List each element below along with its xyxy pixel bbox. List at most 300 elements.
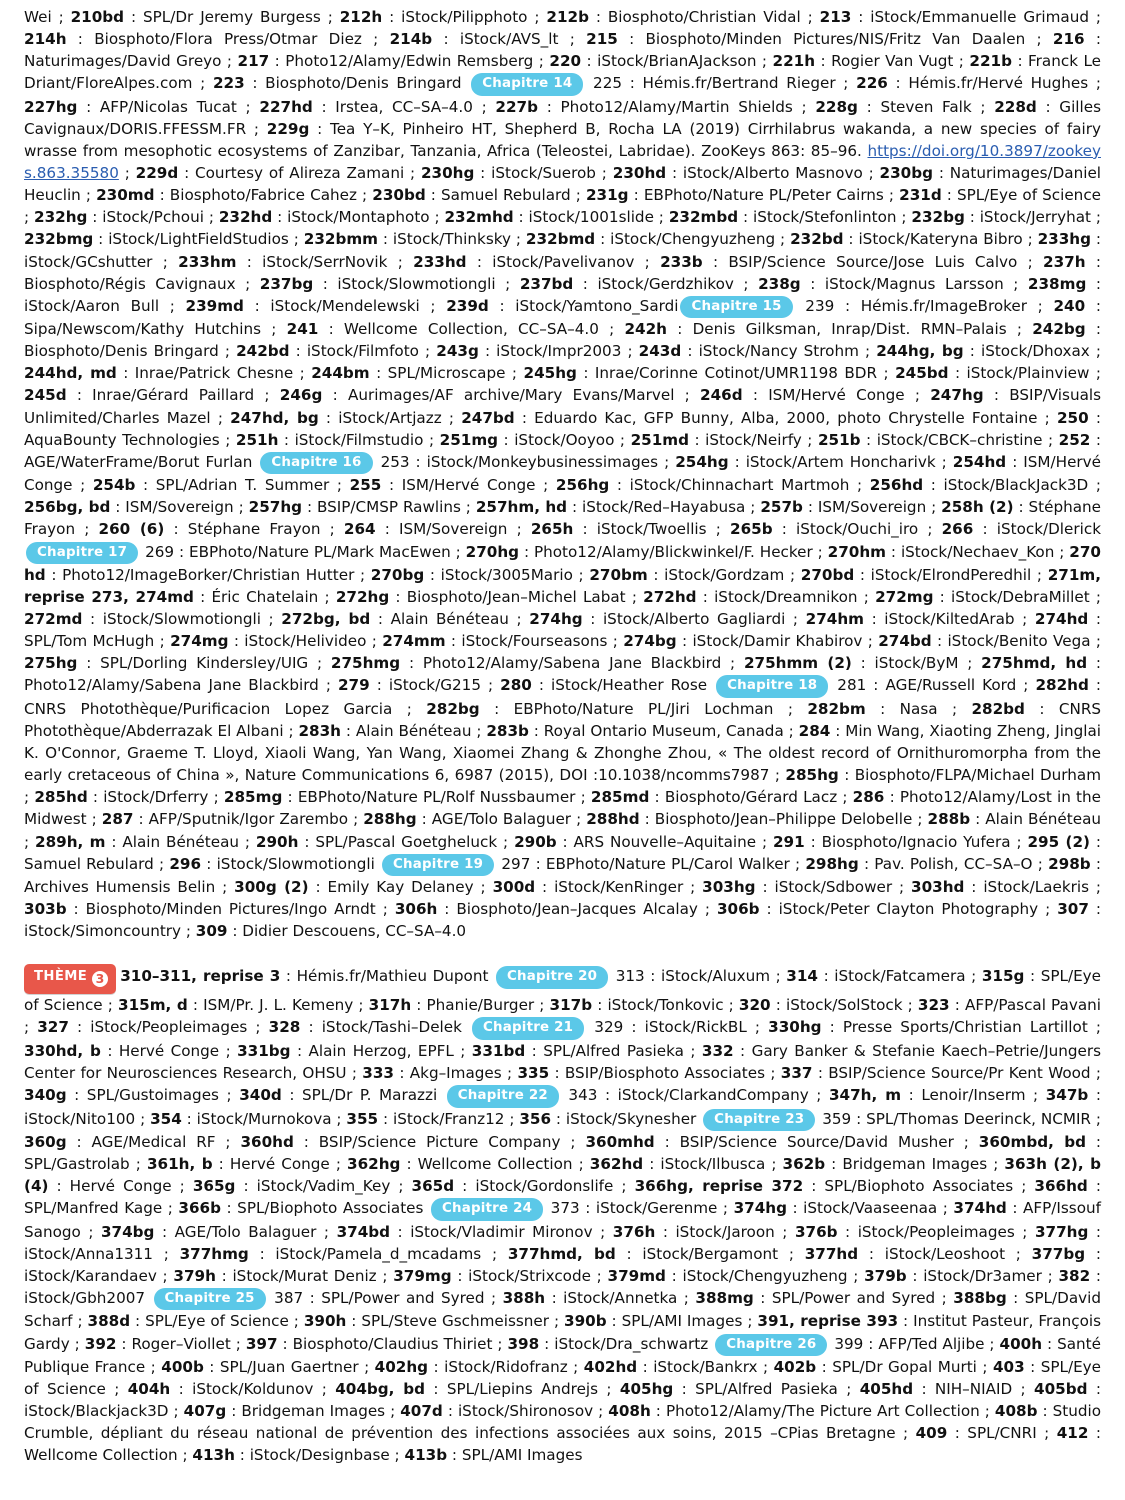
credit-text: : AGE/WaterFrame/Borut Furlan [24,430,1102,471]
credit-ref: 265h [530,520,574,539]
credit-text: : Presse Sports/Christian Lartillot ; [821,1018,1102,1037]
credit-text: : iStock/Skynesher [551,1109,702,1128]
credit-text: : Samuel Rebulard ; [24,832,1101,873]
credit-ref: 232hd [218,208,273,227]
credit-text: : iStock/Nechaev_Kon ; [886,542,1070,561]
credit-ref: 397 [245,1334,278,1353]
credit-ref: 404bg, bd [335,1380,425,1399]
credit-ref: 271m, reprise 273, 274md [24,565,1101,607]
credit-text: : SPL/Gastrolab ; [24,1132,1101,1174]
credit-text: : iStock/Vaaseenaa ; [786,1199,954,1218]
credit-text: 387 : SPL/Power and Syred ; [267,1288,503,1307]
credit-ref: 360mhd [585,1132,655,1151]
credit-ref: 233hm [178,252,237,271]
credit-text: : Biosphoto/Jean–Philippe Delobelle ; [639,810,928,829]
credit-ref: 280 [500,676,532,695]
credit-text: : iStock/Slowmotiongli ; [313,274,520,293]
credit-text: : Biosphoto/Christian Vidal ; [588,8,820,26]
credit-ref: 388bg [953,1288,1007,1307]
credit-text: : Bridgeman Images ; [825,1155,1005,1174]
credit-ref: 405hg [619,1380,674,1399]
credit-ref: 272mg [875,588,934,607]
credit-text: : BSIP/Science Source/Jose Luis Calvo ; [702,252,1044,271]
credit-ref: 232bmg [24,230,94,249]
credit-text: : Hervé Conge ; [48,1177,193,1196]
credit-text: : iStock/Peter Clayton Photography ; [759,900,1058,919]
credit-text: : iStock/SerrNovik ; [236,252,414,271]
credit-ref: 229g [266,119,310,138]
credit-text: : iStock/Gordzam ; [647,565,801,584]
credit-ref: 231g [585,186,629,205]
credit-text: : Lenoir/Inserm ; [901,1086,1046,1105]
credit-text: : AGE/Tolo Balaguer ; [154,1222,337,1241]
credit-ref: 258h (2) [941,498,1014,517]
credit-text: : iStock/Neirfy ; [688,430,818,449]
credit-text: : SPL/Steve Gschmeissner ; [346,1312,565,1331]
credit-text: : iStock/KenRinger ; [535,878,703,897]
credit-text: : Santé Publique France ; [24,1334,1101,1376]
credit-text: : Hervé Conge ; [212,1155,348,1174]
credit-text: : iStock/Peopleimages ; [68,1018,269,1037]
credit-ref: 282bd [971,699,1025,718]
credit-text: : Pav. Polish, CC–SA–O ; [858,854,1049,873]
credit-ref: 254hg [675,452,729,471]
credit-text: : SPL/CNRI ; [947,1424,1057,1443]
credit-text: : Aurimages/AF archive/Mary Evans/Marvel ; [322,386,701,405]
credit-ref: 283b [486,721,529,740]
credit-text: : iStock/Benito Vega ; [931,632,1102,651]
credit-text: : iStock/Vadim_Key ; [235,1177,412,1196]
credit-text: : ISM/Hervé Conge ; [24,452,1101,495]
credit-text: : iStock/Red–Hayabusa ; [567,498,761,517]
credit-ref: 391, reprise 393 [757,1312,899,1331]
credit-text: : ISM/Pr. J. L. Kemeny ; [187,996,369,1015]
chapter-chip-23: Chapitre 23 [703,1109,815,1131]
credit-text: : iStock/Dhoxax ; [963,342,1102,361]
credit-text: : Inrae/Gérard Paillard ; [66,386,280,405]
credit-ref: 303hd [911,878,965,897]
credit-text: : iStock/Yamtono_Sardi [488,296,679,315]
credit-ref: 366hd [1034,1177,1088,1196]
credit-ref: 237bg [259,274,314,293]
credit-text: : Biosphoto/Flora Press/Otmar Diez ; [66,30,390,49]
credit-text: : SPL/Eye of Science ; [130,1312,304,1331]
credit-text: : iStock/Damir Khabirov ; [676,632,879,651]
chapter-chip-25: Chapitre 25 [154,1288,266,1310]
credit-text: : Stéphane Frayon ; [24,498,1101,539]
credit-ref: 376h [612,1222,656,1241]
credit-text: : iStock/Helivideo ; [228,632,383,651]
credit-text: : SPL/AMI Images ; [606,1312,758,1331]
credit-ref: 223 [212,74,245,93]
credit-text: : Denis Gilksman, Inrap/Dist. RMN–Palais ; [667,320,1033,339]
credit-text: : iStock/DebraMillet ; [933,588,1101,607]
credit-text: : iStock/Dlerick [973,520,1101,539]
credit-ref: 347h, m [828,1086,902,1105]
credit-text: : iStock/Bergamont ; [615,1244,805,1263]
credit-text: : Photo12/Alamy/Edwin Remsberg ; [269,52,550,71]
credit-text: : Nasa ; [865,699,972,718]
credit-ref: 402hd [583,1357,638,1376]
credit-text: : SPL/Dorling Kindersley/UIG ; [77,654,331,673]
credit-text: : Institut Pasteur, François Gardy ; [24,1312,1101,1353]
credit-ref: 362hg [347,1155,401,1174]
credit-ref: 330hd, b [24,1041,101,1060]
credit-ref: 374bg [100,1222,155,1241]
chapter-chip-20: Chapitre 20 [496,966,608,988]
credit-text: : Biosphoto/Jean–Michel Labat ; [389,588,644,607]
credit-text: : Wellcome Collection ; [400,1155,590,1174]
credits-paragraph-one [24,6,1101,942]
credit-text: : Biosphoto/Jean–Jacques Alcalay ; [437,900,717,919]
credit-text: : SPL/Eye of Science ; [24,967,1102,1015]
credit-text: : AFP/Nicolas Tucat ; [77,97,260,116]
credit-ref: 300d [492,878,536,897]
credit-text: 225 : Hémis.fr/Bertrand Rieger ; [585,74,857,93]
credit-ref: 274mm [382,632,446,651]
credit-text: : BSIP/Science Source/Pr Kent Wood ; [812,1064,1101,1082]
credit-text: : iStock/Simoncountry ; [24,900,1101,941]
credit-text: : iStock/Annetka ; [545,1288,696,1307]
credit-text: : Alain Bénéteau ; [370,610,530,629]
credit-ref: 377hd [804,1244,859,1263]
credit-text: : iStock/Peopleimages ; [837,1222,1035,1241]
credit-ref: 317h [368,996,412,1015]
credit-ref: 251b [817,430,861,449]
credit-text: : iStock/Kateryna Bibro ; [843,230,1038,249]
credit-ref: 232mhd [444,208,514,227]
credit-text: : iStock/ByM ; [851,654,982,673]
credit-ref: 251h [235,430,279,449]
credit-text: : Photo12/ImageBorker/Christian Hutter ; [45,565,371,584]
credit-ref: 214h [24,30,67,49]
credit-text: : iStock/Fatcamera ; [817,967,982,986]
credit-ref: 243g [436,342,479,361]
credit-ref: 289h, m [35,832,106,851]
credit-ref: 408b [994,1402,1038,1421]
credit-ref: 257b [760,498,803,517]
credit-text: : SPL/Biophoto Associates [220,1199,429,1218]
credit-ref: 379mg [393,1266,452,1285]
credit-ref: 365d [411,1177,455,1196]
credit-text: : AGE/Tolo Balaguer ; [416,810,587,829]
credit-ref: 398 [507,1334,540,1353]
credit-ref: 282bm [807,699,866,718]
credit-text: 359 : SPL/Thomas Deerinck, NCMIR ; [817,1109,1101,1128]
credits-paragraph-two [24,964,1101,1466]
credit-text: : iStock/Chengyuzheng ; [595,230,791,249]
credit-ref: 407d [400,1402,443,1421]
credit-text: : iStock/Dr3amer ; [906,1266,1059,1285]
chapter-chip-17: Chapitre 17 [26,542,138,564]
credit-ref: 300g (2) [234,878,309,897]
credit-ref: 272md [24,610,83,629]
credit-ref: 303hg [702,878,756,897]
credit-text: : iStock/Tashi–Delek [300,1018,471,1037]
credit-text: : SPL/Eye of Science ; [24,1357,1102,1399]
credit-ref: 246d [700,386,743,405]
credit-text: : iStock/1001slide ; [513,208,669,227]
credit-ref: 251md [630,430,689,449]
credit-text: 329 : iStock/RickBL ; [586,1018,769,1037]
credit-ref: 230bg [879,164,933,183]
credit-text: : SPL/Manfred Kage ; [24,1177,1101,1218]
credit-ref: 285md [590,788,650,807]
credit-text: 269 : EBPhoto/Nature PL/Mark MacEwen ; [140,542,466,561]
credit-text: : iStock/Pchoui ; [87,208,219,227]
credit-text: : iStock/Drferry ; [87,788,224,807]
credit-text: : SPL/Liepins Andrejs ; [425,1380,620,1399]
credit-text: 297 : EBPhoto/Nature PL/Carol Walker ; [496,854,806,873]
theme-badge-label: THÈME [34,969,88,985]
credit-ref: 290b [514,832,557,851]
credit-ref: 306h [394,900,438,919]
credit-text: : Biosphoto/Régis Cavignaux ; [24,252,1101,293]
credit-ref: 331bd [471,1041,526,1060]
credit-text: : iStock/SolStock ; [770,996,918,1015]
credit-ref: 274bg [623,632,677,651]
credit-text: : iStock/Stefonlinton ; [738,208,912,227]
credit-ref: 290h [255,832,299,851]
credit-ref: 283h [298,721,341,740]
credit-text: : SPL/Alfred Pasieka ; [525,1041,702,1060]
credit-ref: 245hg [523,364,577,383]
credit-ref: 265b [730,520,773,539]
credit-text: 343 : iStock/ClarkandCompany ; [560,1086,829,1105]
credit-text: 313 : iStock/Aluxum ; [610,967,787,986]
credit-ref: 306b [716,900,760,919]
credit-ref: 242h [624,320,667,339]
credit-ref: 221b [969,52,1012,71]
credit-ref: 232bmm [303,230,378,249]
credit-text: : Naturimages/Daniel Heuclin ; [24,164,1102,205]
credit-ref: 400b [161,1357,204,1376]
credit-ref: 227hg [24,97,78,116]
credit-text: : iStock/BlackJack3D ; [923,476,1101,495]
credit-text: : iStock/Tonkovic ; [592,996,739,1015]
credit-text: : iStock/Chinnachart Martmoh ; [609,476,870,495]
credit-text: : iStock/Dra_schwartz [539,1334,714,1353]
credit-text: : iStock/BrianAJackson ; [581,52,773,71]
credit-text: : ISM/Hervé Conge ; [381,476,556,495]
credit-ref: 377bg [1031,1244,1086,1263]
credit-ref: 275hg [24,654,78,673]
credit-ref: 310–311, reprise 3 [120,967,281,986]
credit-ref: 287 [101,810,134,829]
credit-ref: 388d [87,1312,131,1331]
credit-ref: 270bg [370,565,425,584]
credit-text: : SPL/David Scharf ; [24,1288,1101,1331]
credit-ref: 355 [346,1109,379,1128]
credit-text: : iStock/Ouchi_iro ; [772,520,942,539]
credit-ref: 347b [1045,1086,1089,1105]
credit-text: : BSIP/Visuals Unlimited/Charles Mazel ; [24,386,1102,427]
credit-ref: 365g [192,1177,236,1196]
credit-text: : BSIP/Biosphoto Associates ; [549,1064,781,1082]
theme-badge-number: 3 [92,971,108,987]
credit-text: : Studio Crumble, dépliant du réseau national de prévention des infections associées aux soins, 2015 –CPias Bretagne ; [24,1402,1102,1443]
credit-ref: 275hmm (2) [743,654,852,673]
credit-ref: 331bg [237,1041,291,1060]
credit-text: : iStock/Bankrx ; [637,1357,774,1376]
credit-ref: 246g [279,386,323,405]
chapter-chip-18: Chapitre 18 [716,675,828,697]
credit-ref: 309 [195,922,228,941]
credit-text: : iStock/ElrondPeredhil ; [854,565,1048,584]
credit-text: : iStock/Murat Deniz ; [215,1266,394,1285]
credit-ref: 247hd, bg [230,408,319,427]
credit-text: : Biosphoto/Fabrice Cahez ; [154,186,373,205]
credit-text: : iStock/Gerdzhikov ; [573,274,759,293]
credit-text: : iStock/CBCK–christine ; [860,430,1059,449]
credit-text: : Royal Ontario Museum, Canada ; [528,721,799,740]
credit-ref: 266 [941,520,974,539]
credit-ref: 337 [780,1064,813,1082]
credit-ref: 335 [517,1064,550,1082]
credits-section-two [24,964,1101,1466]
credit-ref: 212h [339,8,383,26]
chapter-chip-26: Chapitre 26 [715,1334,827,1356]
credit-ref: 243d [638,342,682,361]
credit-ref: 400h [999,1334,1043,1353]
credit-text: : Alain Herzog, EPFL ; [290,1041,472,1060]
credit-ref: 239d [446,296,489,315]
credit-ref: 330hg [768,1018,822,1037]
credit-text: : iStock/KiltedArab ; [863,610,1035,629]
credit-ref: 239md [185,296,244,315]
credit-ref: 272bg, bd [281,610,371,629]
credit-text: : Alain Bénéteau ; [340,721,487,740]
credit-text: : Rogier Van Vugt ; [815,52,970,71]
credit-text: : Biosphoto/Gérard Lacz ; [649,788,853,807]
credit-text: : iStock/Magnus Larsson ; [800,274,1028,293]
credit-ref: 238g [758,274,801,293]
credit-text: : SPL/AMI Images [447,1446,583,1465]
credit-text: : AGE/Medical RF ; [66,1132,241,1151]
credit-text: : iStock/Ilbusca ; [643,1155,783,1174]
credit-ref: 242bg [1032,320,1086,339]
credit-ref: 270bd [800,565,855,584]
credit-text: : iStock/Shironosov ; [442,1402,609,1421]
credit-ref: 270hg [465,542,520,561]
credit-ref: 285hg [785,766,839,785]
credit-ref: 228d [994,97,1037,116]
credit-ref: 245bd [895,364,949,383]
credit-text: : iStock/Thinksky ; [377,230,526,249]
credit-text: : iStock/Alberto Gagliardi ; [582,610,806,629]
credit-ref: 374bd [336,1222,391,1241]
credit-ref: 323 [917,996,950,1015]
credit-text: : iStock/Ooyoo ; [498,430,631,449]
credit-text: : Courtesy of Alireza Zamani ; [178,164,421,183]
credit-ref: 250 [1056,408,1089,427]
credit-text: : ARS Nouvelle–Aquitaine ; [556,832,773,851]
credit-ref: 270bm [589,565,648,584]
credit-text: : iStock/Pilipphoto ; [382,8,547,26]
credit-text: : Samuel Rebulard ; [425,186,586,205]
credit-ref: 282hd [1035,676,1089,695]
credit-text: : ISM/Sovereign ; [375,520,531,539]
credit-text: : iStock/Laekris ; [964,878,1102,897]
credit-ref: 340g [24,1086,67,1105]
credit-ref: 227b [495,97,538,116]
credit-ref: 232bg [911,208,965,227]
credit-text: : iStock/Pamela_d_mcadams ; [248,1244,508,1263]
credit-ref: 340d [239,1086,282,1105]
credit-text: : Biosphoto/FLPA/Michael Durham ; [24,766,1102,807]
credit-ref: 272hg [335,588,390,607]
doi-link[interactable]: https://doi.org/10.3897/zookeys.863.35580 [24,141,1101,183]
credit-ref: 333 [362,1064,394,1082]
credit-text: : Photo12/Alamy/Martin Shields ; [538,97,816,116]
credit-ref: 256hg [555,476,610,495]
credit-text: : iStock/Koldunov ; [170,1380,336,1399]
credit-ref: 379h [173,1266,216,1285]
credit-text: : Emily Kay Delaney ; [308,878,493,897]
credit-text: : Sipa/Newscom/Kathy Hutchins ; [24,296,1101,339]
credit-text: : iStock/Pavelivanov ; [466,252,661,271]
credit-text: : SPL/Adrian T. Summer ; [135,476,350,495]
credit-ref: 409 [915,1424,948,1443]
credit-text: 239 : Hémis.fr/ImageBroker ; [794,296,1054,315]
credit-ref: 233hg [1037,230,1091,249]
credit-text: : Akg–Images ; [394,1064,518,1082]
credit-text: : AFP/Sputnik/Igor Zarembo ; [133,810,364,829]
chapter-chip-21: Chapitre 21 [472,1017,584,1039]
credit-ref: 314 [786,967,818,986]
credit-text: : Tea Y–K, Pinheiro HT, Shepherd B, Rocha LA (2019) Cirrhilabrus wakanda, a new species of fairy wrasse from mesophotic ecosystems of Zanzibar, Tanzania, Africa (Teleostei, Labridae). ZooKeys 863: 85–96. [24,119,1101,160]
credit-ref: 270hm [827,542,887,561]
credit-text: : iStock/Leoshoot ; [858,1244,1032,1263]
credit-text: : iStock/Fourseasons ; [445,632,624,651]
credit-ref: 233b [660,252,703,271]
credit-ref: 230hg [420,164,475,183]
credit-text: : SPL/Microscape ; [369,364,524,383]
credit-ref: 286 [852,788,885,807]
credit-ref: 328 [268,1018,301,1037]
credit-ref: 360hd [240,1132,294,1151]
credit-ref: 361h, b [146,1155,213,1174]
credit-ref: 238mg [1027,274,1087,293]
credit-text: : iStock/Ridofranz ; [428,1357,584,1376]
credit-ref: 377hmg [179,1244,249,1263]
credit-ref: 285hd [34,788,88,807]
credit-text: : Gilles Cavignaux/DORIS.FFESSM.FR ; [24,97,1101,138]
credit-text: : Didier Descouens, CC–SA–4.0 [227,922,467,941]
credit-ref: 210bd [70,8,125,26]
credit-ref: 295 (2) [1027,832,1090,851]
credit-text: : SPL/Alfred Pasieka ; [673,1380,860,1399]
credit-text: : Alain Bénéteau ; [24,810,1102,851]
credit-ref: 275hmg [330,654,401,673]
credit-ref: 232bmd [525,230,596,249]
chapter-chip-24: Chapitre 24 [431,1198,543,1220]
credit-text: : iStock/Dreamnikon ; [696,588,876,607]
credit-text: : iStock/Sdbower ; [755,878,912,897]
credit-text: : BSIP/CMSP Rawlins ; [302,498,476,517]
credit-text: : iStock/Aaron Bull ; [24,274,1101,315]
section-divider [24,942,1101,964]
credit-text: : Min Wang, Xiaoting Zheng, Jinglai K. O'Connor, Graeme T. Lloyd, Xiaoli Wang, Yan Wang, Xiaomei Zhang & Zhonghe Zhou, « The oldest record of Ornithuromorpha from the early cretaceous of China », Nature Communications 6, 6987 (2015), DOI :10.1038/ncomms7987 ; [24,721,1101,785]
credit-text: : iStock/Slowmotiongli ; [82,610,282,629]
credit-text: : Franck Le Driant/FloreAlpes.com ; [24,52,1101,93]
credit-text: : iStock/Jaroon ; [655,1222,795,1241]
credit-text: : iStock/Plainview ; [948,364,1102,383]
credit-ref: 256bg, bd [24,498,111,517]
credit-text: : iStock/Murnokova ; [181,1109,347,1128]
credit-ref: 412 [1056,1424,1089,1443]
credit-text: : ISM/Sovereign ; [110,498,249,517]
